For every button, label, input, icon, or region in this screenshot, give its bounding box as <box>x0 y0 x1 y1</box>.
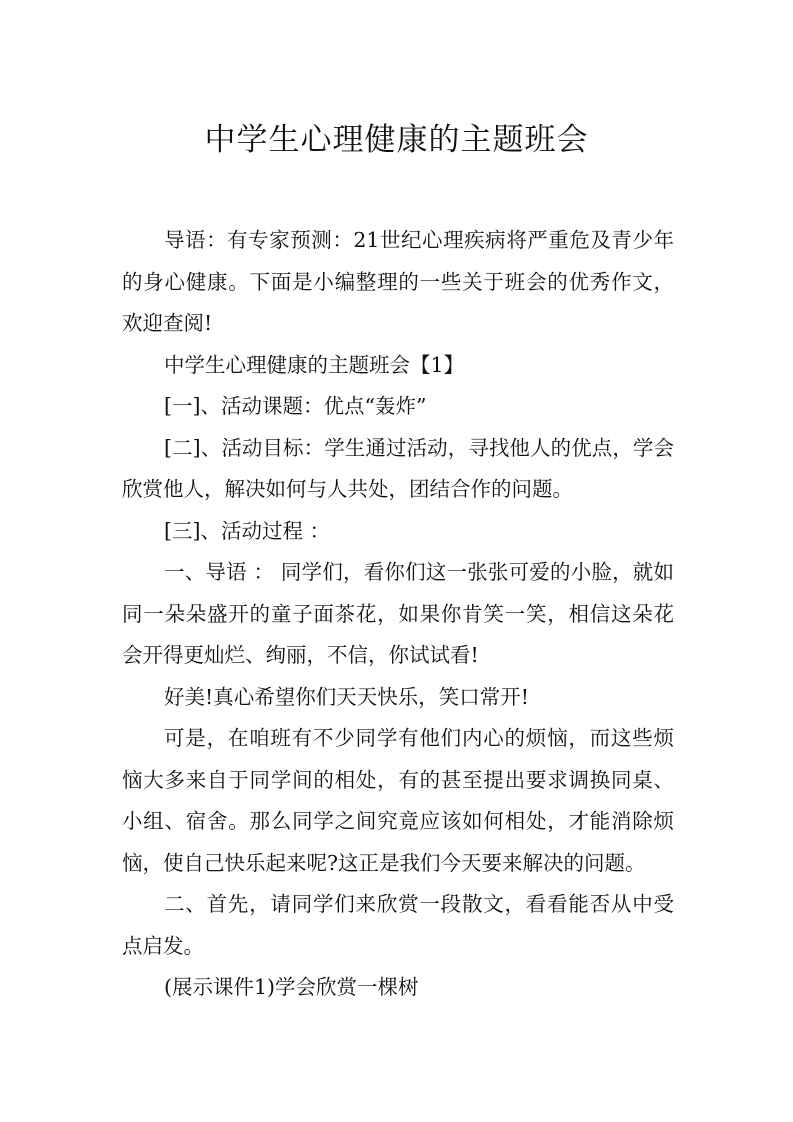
paragraph-wish: 好美!真心希望你们天天快乐，笑口常开! <box>164 684 529 709</box>
paragraph-lead-in: 一、导语 ： 同学们，看你们这一张张可爱的小脸，就如同一朵朵盛开的童子面茶花，如果你肯笑一笑，相信这朵花会开得更灿烂、绚丽，不信，你试试看! <box>122 560 674 667</box>
paragraph-problem: 可是，在咱班有不少同学有他们内心的烦恼，而这些烦恼大多来自于同学间的相处，有的甚至提出要求调换同桌、小组、宿舍。那么同学之间究竟应该如何相处，才能消除烦恼，使自己快乐起来呢?这正是我们今天要来解决的问题。 <box>122 726 674 875</box>
paragraph-activity-topic: [一]、活动课题：优点“轰炸” <box>164 394 427 418</box>
paragraph-courseware: (展示课件1)学会欣赏一棵树 <box>164 975 419 999</box>
paragraph-section-heading: 中学生心理健康的主题班会【1】 <box>164 352 465 377</box>
paragraph-activity-process: [三]、活动过程 ： <box>164 518 331 543</box>
paragraph-step-two: 二、首先，请同学们来欣赏一段散文，看看能否从中受点启发。 <box>122 892 674 958</box>
paragraph-activity-goal: [二]、活动目标：学生通过活动，寻找他人的优点，学会欣赏他人，解决如何与人共处，团结合作的问题。 <box>122 435 674 501</box>
paragraph-intro: 导语：有专家预测：21世纪心理疾病将严重危及青少年的身心健康。下面是小编整理的一些关于班会的优秀作文，欢迎查阅! <box>122 228 674 335</box>
document-title: 中学生心理健康的主题班会 <box>204 122 589 158</box>
document-body <box>122 220 674 1009</box>
